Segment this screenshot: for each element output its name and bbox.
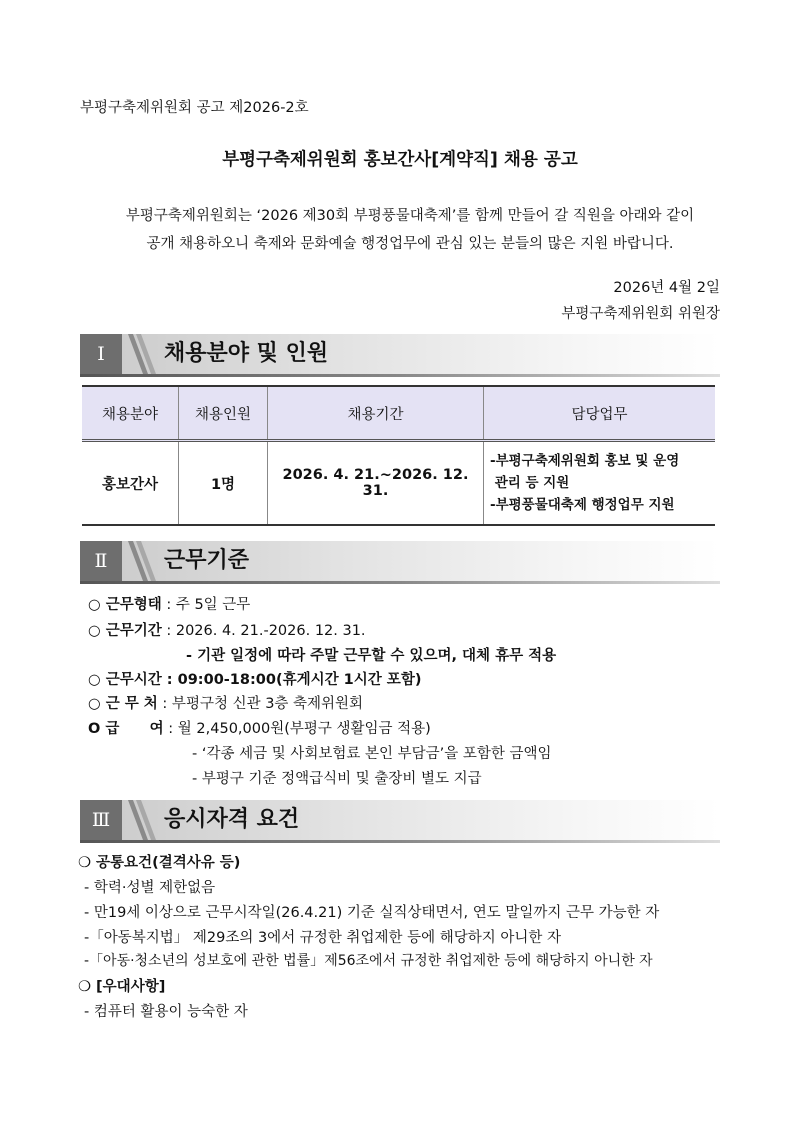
slash-decoration-icon — [126, 800, 156, 840]
table-header: 담당업무 — [484, 386, 716, 441]
pay-note: - 부평구 기준 정액급식비 및 출장비 별도 지급 — [192, 771, 482, 787]
item-label: ○ 근무기간 — [88, 623, 162, 639]
work-place — [88, 692, 363, 713]
duties-cell — [484, 441, 716, 526]
list-item: - 컴퓨터 활용이 능숙한 자 — [84, 1004, 248, 1020]
section-title: 근무기준 — [164, 548, 250, 573]
slash-decoration-icon — [126, 334, 156, 374]
pay-note: - ‘각종 세금 및 사회보험료 본인 부담금’을 포함한 금액임 — [192, 746, 552, 762]
work-hours — [88, 668, 421, 689]
duty-line: -부평구축제위원회 홍보 및 운영 — [490, 453, 680, 469]
issuer: 부평구축제위원회 위원장 — [561, 306, 720, 322]
table-header: 채용인원 — [179, 386, 268, 441]
item-value: : 주 5일 근무 — [161, 597, 251, 613]
item-value: : 09:00-18:00(휴게시간 1시간 포함) — [161, 672, 422, 688]
slash-decoration-icon — [126, 541, 156, 581]
section-title: 채용분야 및 인원 — [164, 341, 329, 366]
document-title: 부평구축제위원회 홍보간사[계약직] 채용 공고 — [222, 150, 578, 170]
item-label: ○ 근무형태 — [88, 597, 162, 613]
notice-date: 2026년 4월 2일 — [613, 280, 720, 296]
section-numeral: Ⅲ — [80, 800, 122, 840]
intro-line: 부평구축제위원회는 ‘2026 제30회 부평풍물대축제’를 함께 만들어 갈 직원을 아래와 같이 — [125, 208, 695, 224]
section-header-2 — [80, 541, 716, 581]
table-header: 채용기간 — [268, 386, 484, 441]
field-cell: 홍보간사 — [101, 476, 159, 493]
preference-heading: ❍ [우대사항] — [78, 979, 166, 995]
work-type — [88, 593, 250, 614]
section-underline — [80, 840, 720, 843]
item-value: : 2026. 4. 21.-2026. 12. 31. — [161, 623, 366, 639]
table-row — [82, 441, 715, 526]
item-value: : 월 2,450,000원(부평구 생활임금 적용) — [163, 721, 431, 737]
section-header-1 — [80, 334, 716, 374]
section-title: 응시자격 요건 — [164, 807, 300, 832]
intro-line: 공개 채용하오니 축제와 문화예술 행정업무에 관심 있는 분들의 많은 지원 바랍니다. — [146, 236, 674, 252]
list-item: -「아동복지법」 제29조의 3에서 규정한 취업제한 등에 해당하지 아니한 자 — [84, 930, 561, 946]
section-underline — [80, 374, 720, 377]
table-header: 채용분야 — [82, 386, 179, 441]
intro-paragraph — [95, 202, 725, 258]
item-label: ○ 근 무 처 — [88, 696, 158, 712]
section-numeral: Ⅰ — [80, 334, 122, 374]
section-header-3 — [80, 800, 716, 840]
period-note: - 기관 일정에 따라 주말 근무할 수 있으며, 대체 휴무 적용 — [186, 648, 557, 664]
duty-line: -부평풍물대축제 행정업무 지원 — [490, 497, 675, 513]
recruitment-table — [82, 385, 715, 526]
section-underline — [80, 581, 720, 584]
notice-number: 부평구축제위원회 공고 제2026-2호 — [80, 100, 309, 116]
work-period — [88, 619, 366, 640]
table-header-row — [82, 386, 715, 441]
count-cell: 1명 — [179, 441, 268, 526]
common-requirements-heading: ❍ 공통요건(결격사유 등) — [78, 855, 241, 871]
list-item: - 만19세 이상으로 근무시작일(26.4.21) 기준 실직상태면서, 연도 말일까지 근무 가능한 자 — [84, 905, 660, 921]
duty-line: 관리 등 지원 — [490, 475, 570, 491]
item-value: : 부평구청 신관 3층 축제위원회 — [157, 696, 364, 712]
period-cell: 2026. 4. 21.~2026. 12. 31. — [268, 441, 484, 526]
section-numeral: Ⅱ — [80, 541, 122, 581]
list-item: - 학력·성별 제한없음 — [84, 880, 216, 896]
item-label: ○ 근무시간 — [88, 672, 162, 688]
list-item: -「아동·청소년의 성보호에 관한 법률」제56조에서 규정한 취업제한 등에 해당하지 아니한 자 — [84, 953, 653, 969]
pay — [88, 717, 431, 738]
item-label: O 급 여 — [88, 721, 164, 737]
